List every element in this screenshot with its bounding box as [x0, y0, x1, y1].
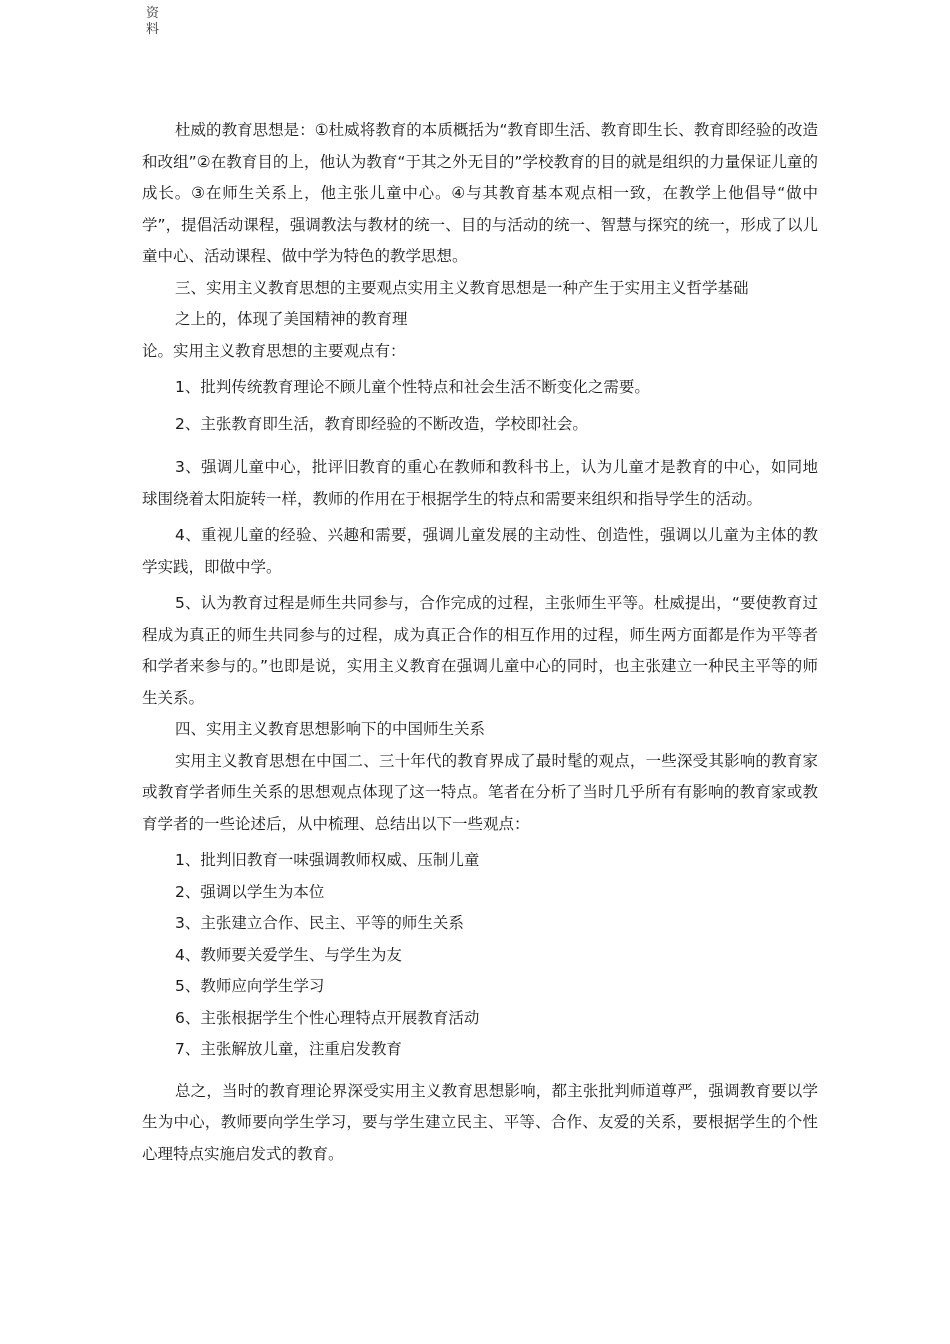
viewpoint-item: 4、教师要关爱学生、与学生为友 — [175, 945, 402, 964]
viewpoint-item: 7、主张解放儿童，注重启发教育 — [175, 1040, 402, 1058]
header-char-2: 料 — [146, 22, 160, 37]
list-item: 4、重视儿童的经验、兴趣和需要，强调儿童发展的主动性、创造性，强调以儿童为主体的教学实践，即做中学。 — [142, 526, 818, 576]
dewey-thought-paragraph: 杜威的教育思想是：①杜威将教育的本质概括为“教育即生活、教育即生长、教育即经验的改造和改组”②在教育目的上，他认为教育“于其之外无目的”学校教育的目的就是组织的力量保证儿童的成长。③在师生关系上，他主张儿童中心。④与其教育基本观点相一致，在教学上他倡导“做中学”，提倡活动课程，强调教法与教材的统一、目的与活动的统一、智慧与探究的统一，形成了以儿童中心、活动课程、做中学为特色的教学思想。 — [142, 121, 818, 265]
viewpoint-item: 2、强调以学生为本位 — [175, 882, 325, 901]
header-char-1: 资 — [146, 6, 160, 21]
section-3-heading-line1: 三、实用主义教育思想的主要观点实用主义教育思想是一种产生于实用主义哲学基础 — [175, 278, 749, 297]
section-4-heading: 四、实用主义教育思想影响下的中国师生关系 — [175, 720, 486, 738]
page-header — [146, 6, 159, 38]
document-body — [142, 115, 818, 1170]
list-item: 2、主张教育即生活，教育即经验的不断改造，学校即社会。 — [175, 414, 588, 433]
viewpoint-item: 1、批判旧教育一味强调教师权威、压制儿童 — [175, 851, 480, 869]
list-item: 3、强调儿童中心，批评旧教育的重心在教师和教科书上，认为儿童才是教育的中心，如同地球围绕着太阳旋转一样，教师的作用在于根据学生的特点和需要来组织和指导学生的活动。 — [142, 458, 818, 508]
list-item: 5、认为教育过程是师生共同参与，合作完成的过程，主张师生平等。杜威提出，“要使教育过程成为真正的师生共同参与的过程，成为真正合作的相互作用的过程，师生两方面都是作为平等者和学者来参与的。”也即是说，实用主义教育在强调儿童中心的同时，也主张建立一种民主平等的师生关系。 — [142, 594, 818, 707]
viewpoint-item: 5、教师应向学生学习 — [175, 977, 325, 995]
viewpoint-item: 6、主张根据学生个性心理特点开展教育活动 — [175, 1008, 480, 1027]
list-item: 1、批判传统教育理论不顾儿童个性特点和社会生活不断变化之需要。 — [175, 378, 650, 396]
section-4-paragraph: 实用主义教育思想在中国二、三十年代的教育界成了最时髦的观点，一些深受其影响的教育家或教育学者师生关系的思想观点体现了这一特点。笔者在分析了当时几乎所有有影响的教育家或教育学者的一些论述后，从中梳理、总结出以下一些观点： — [142, 751, 818, 833]
section-3-heading-line2: 之上的，体现了美国精神的教育理 — [175, 310, 408, 328]
section-3-heading-line3: 论。实用主义教育思想的主要观点有： — [142, 341, 406, 360]
conclusion-paragraph: 总之，当时的教育理论界深受实用主义教育思想影响，都主张批判师道尊严，强调教育要以学生为中心，教师要向学生学习，要与学生建立民主、平等、合作、友爱的关系，要根据学生的个性心理特点实施启发式的教育。 — [142, 1081, 818, 1163]
viewpoint-item: 3、主张建立合作、民主、平等的师生关系 — [175, 914, 464, 932]
